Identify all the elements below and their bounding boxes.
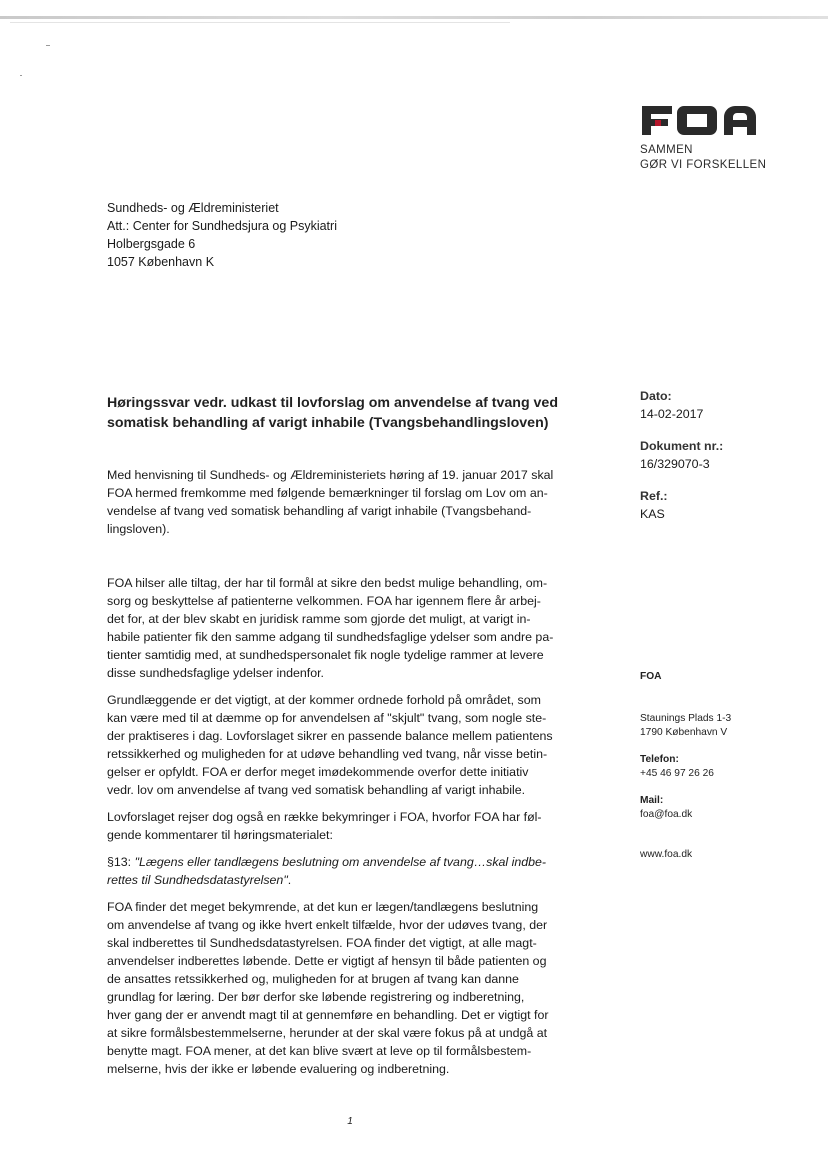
phone-block	[640, 753, 810, 781]
text-line: retssikkerhed og muligheden for at udøve behandling ved tvang, når visse betin-	[107, 747, 548, 761]
foa-logo-mark	[640, 102, 758, 136]
paragraph-concerns	[107, 808, 592, 844]
date-value: 14-02-2017	[640, 407, 704, 421]
subject-line: Høringssvar vedr. udkast til lovforslag om anvendelse af tvang ved	[107, 395, 558, 411]
paragraph-fundamental	[107, 691, 592, 799]
street: Staunings Plads 1-3	[640, 713, 732, 724]
text-line: der praktiseres i dag. Lovforslaget sikrer en passende balance mellem patientens	[107, 729, 553, 743]
paragraph-intro	[107, 466, 592, 538]
city: 1790 København V	[640, 727, 728, 738]
tagline-line: GØR VI FORSKELLEN	[640, 159, 767, 171]
text-line: disse sundhedsfaglige ydelser indenfor.	[107, 666, 324, 680]
text-line: lingsloven).	[107, 522, 170, 536]
text-line: anvendelser indberettes løbende. Dette er vigtigt af hensyn til både patienten og	[107, 954, 547, 968]
recipient-address	[107, 199, 507, 271]
text-line: skal indberettes til Sundhedsdatastyrelsen. FOA finder det vigtigt, at alle magt-	[107, 936, 537, 950]
text-line: gende kommentarer til høringsmaterialet:	[107, 828, 333, 842]
phone-label: Telefon:	[640, 754, 679, 765]
text-line: de ansattes retssikkerhed og, muligheden for at brugen af tvang kan danne	[107, 972, 519, 986]
mail-value: foa@foa.dk	[640, 809, 693, 820]
text-line: benytte magt. FOA mener, at det kan blive svært at leve op til formålsbestem-	[107, 1044, 532, 1058]
mail-block	[640, 794, 810, 822]
reference-value: KAS	[640, 507, 665, 521]
sender-contact	[640, 670, 810, 862]
document-meta	[640, 387, 800, 537]
section-ref: §13:	[107, 855, 135, 869]
text-line: Grundlæggende er det vigtigt, at der kommer ordnede forhold på området, som	[107, 693, 541, 707]
letter-body	[107, 466, 592, 1078]
scan-speck	[46, 45, 50, 46]
text-line: FOA hilser alle tiltag, der har til formål at sikre den bedst mulige behandling, om-	[107, 576, 548, 590]
page-number: 1	[347, 1116, 353, 1127]
mail-label: Mail:	[640, 795, 664, 806]
text-line: hver gang der er anvendt magt til at gennemføre en behandling. Det er vigtigt for	[107, 1008, 549, 1022]
document-number-value: 16/329070-3	[640, 457, 710, 471]
quoted-text: "Lægens eller tandlægens beslutning om anvendelse af tvang…skal indbe-	[134, 855, 547, 869]
punctuation: .	[287, 873, 292, 887]
text-line: sorg og beskyttelse af patienterne velkommen. FOA har igennem flere år arbej-	[107, 594, 541, 608]
address-line: Holbergsgade 6	[107, 237, 196, 251]
phone-value: +45 46 97 26 26	[640, 768, 714, 779]
quoted-text: rettes til Sundhedsdatastyrelsen"	[107, 873, 288, 887]
text-line: kan være med til at dæmme op for anvendelsen af "skjult" tvang, som nogle ste-	[107, 711, 547, 725]
document-number-label: Dokument nr.:	[640, 439, 724, 453]
logo-tagline	[640, 143, 780, 173]
text-line: det for, at der blev skabt en juridisk ramme som gjorde det muligt, at varigt in-	[107, 612, 531, 626]
text-line: tienter samtidig med, at sundhedspersonalet fik nogle tydelige rammer at levere	[107, 648, 544, 662]
subject-line: somatisk behandling af varigt inhabile (Tvangsbehandlingsloven)	[107, 415, 549, 431]
text-line: vedr. lov om anvendelse af tvang ved somatisk behandling af varigt inhabile.	[107, 783, 526, 797]
scan-speck	[20, 75, 22, 76]
sender-address	[640, 712, 810, 740]
text-line: melserne, hvis der ikke er løbende evaluering og indberetning.	[107, 1062, 450, 1076]
scan-artifact-line	[10, 22, 510, 23]
address-line: Sundheds- og Ældreministeriet	[107, 201, 279, 215]
reference-label: Ref.:	[640, 489, 668, 503]
document-number-block	[640, 437, 800, 473]
text-line: grundlag for læring. Der bør derfor ske løbende registrering og indberetning,	[107, 990, 525, 1004]
foa-logo	[640, 102, 758, 136]
scan-artifact-top	[0, 16, 828, 19]
text-line: habile patienter fik den samme adgang til sundhedsfaglige ydelser som andre pa-	[107, 630, 554, 644]
text-line: FOA finder det meget bekymrende, at det kun er lægen/tandlægens beslutning	[107, 900, 539, 914]
paragraph-welcome	[107, 574, 592, 682]
tagline-line: SAMMEN	[640, 144, 693, 156]
text-line: vendelse af tvang ved somatisk behandling af varigt inhabile (Tvangsbehand-	[107, 504, 532, 518]
paragraph-section-13	[107, 853, 592, 889]
text-line: at sikre formålsbestemmelserne, herunder at der skal være fokus på at undgå at	[107, 1026, 548, 1040]
date-label: Dato:	[640, 389, 672, 403]
reference-block	[640, 487, 800, 523]
text-line: om anvendelse af tvang og ikke hvert enkelt tilfælde, hvor der udøves tvang, der	[107, 918, 548, 932]
text-line: Lovforslaget rejser dog også en række bekymringer i FOA, hvorfor FOA har føl-	[107, 810, 542, 824]
paragraph-reporting	[107, 898, 592, 1078]
address-line: 1057 København K	[107, 255, 215, 269]
sender-org: FOA	[640, 671, 662, 682]
text-line: FOA hermed fremkomme med følgende bemærkninger til forslag om Lov om an-	[107, 486, 548, 500]
text-line: Med henvisning til Sundheds- og Ældreministeriets høring af 19. januar 2017 skal	[107, 468, 554, 482]
date-block	[640, 387, 800, 423]
text-line: gelser er opfyldt. FOA er derfor meget imødekommende overfor dette initiativ	[107, 765, 529, 779]
website: www.foa.dk	[640, 849, 693, 860]
address-line: Att.: Center for Sundhedsjura og Psykiatri	[107, 219, 337, 233]
letter-subject	[107, 393, 597, 433]
